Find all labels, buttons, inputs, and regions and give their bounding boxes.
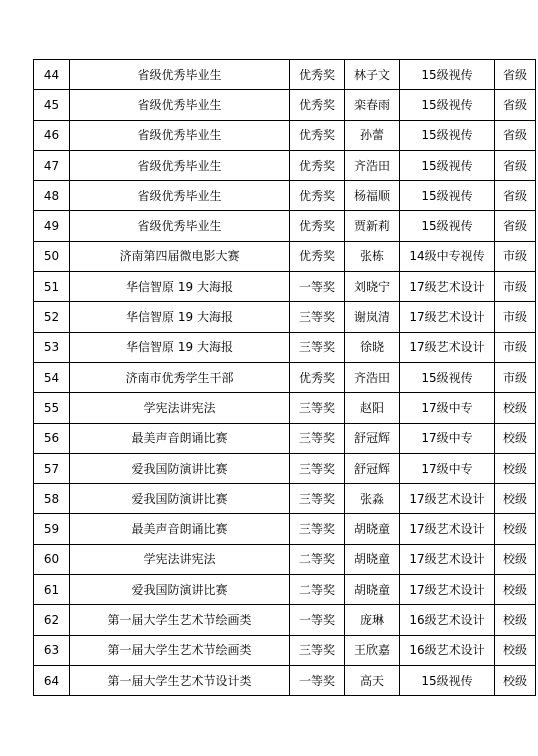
award-level: 校级 (495, 665, 536, 695)
award-name: 省级优秀毕业生 (70, 150, 290, 180)
award-name: 第一届大学生艺术节绘画类 (70, 635, 290, 665)
row-number: 63 (34, 635, 70, 665)
table-row (34, 332, 536, 362)
student-class: 17级艺术设计 (400, 332, 495, 362)
student-name: 孙蕾 (345, 120, 400, 150)
award-grade: 优秀奖 (290, 60, 345, 90)
award-grade: 三等奖 (290, 484, 345, 514)
awards-table (33, 59, 536, 696)
award-level: 校级 (495, 484, 536, 514)
award-name: 爱我国防演讲比赛 (70, 453, 290, 483)
student-class: 16级艺术设计 (400, 635, 495, 665)
awards-table-body (34, 60, 536, 696)
award-name: 爱我国防演讲比赛 (70, 575, 290, 605)
student-name: 张淼 (345, 484, 400, 514)
table-row (34, 453, 536, 483)
award-level: 市级 (495, 241, 536, 271)
student-class: 15级视传 (400, 665, 495, 695)
award-name: 学宪法讲宪法 (70, 544, 290, 574)
student-name: 张栋 (345, 241, 400, 271)
student-class: 17级艺术设计 (400, 575, 495, 605)
table-row (34, 575, 536, 605)
student-name: 高天 (345, 665, 400, 695)
award-grade: 二等奖 (290, 575, 345, 605)
student-class: 17级艺术设计 (400, 484, 495, 514)
award-grade: 优秀奖 (290, 211, 345, 241)
award-name: 省级优秀毕业生 (70, 90, 290, 120)
award-name: 最美声音朗诵比赛 (70, 423, 290, 453)
row-number: 64 (34, 665, 70, 695)
table-row (34, 605, 536, 635)
row-number: 58 (34, 484, 70, 514)
award-grade: 优秀奖 (290, 150, 345, 180)
award-level: 省级 (495, 150, 536, 180)
row-number: 61 (34, 575, 70, 605)
student-name: 贾新莉 (345, 211, 400, 241)
row-number: 46 (34, 120, 70, 150)
student-class: 15级视传 (400, 211, 495, 241)
row-number: 44 (34, 60, 70, 90)
table-row (34, 544, 536, 574)
table-row (34, 484, 536, 514)
student-name: 舒冠辉 (345, 453, 400, 483)
award-level: 校级 (495, 575, 536, 605)
award-name: 济南第四届微电影大赛 (70, 241, 290, 271)
student-class: 15级视传 (400, 60, 495, 90)
table-row (34, 362, 536, 392)
student-class: 15级视传 (400, 362, 495, 392)
award-level: 校级 (495, 514, 536, 544)
award-name: 省级优秀毕业生 (70, 120, 290, 150)
table-row (34, 272, 536, 302)
student-class: 16级艺术设计 (400, 605, 495, 635)
table-row (34, 514, 536, 544)
table-row (34, 90, 536, 120)
award-level: 校级 (495, 453, 536, 483)
student-class: 15级视传 (400, 150, 495, 180)
table-row (34, 241, 536, 271)
row-number: 49 (34, 211, 70, 241)
table-row (34, 181, 536, 211)
award-level: 省级 (495, 60, 536, 90)
table-row (34, 211, 536, 241)
student-class: 17级中专 (400, 453, 495, 483)
row-number: 48 (34, 181, 70, 211)
row-number: 53 (34, 332, 70, 362)
award-level: 省级 (495, 211, 536, 241)
student-name: 林子文 (345, 60, 400, 90)
student-name: 徐晓 (345, 332, 400, 362)
award-name: 爱我国防演讲比赛 (70, 484, 290, 514)
award-name: 省级优秀毕业生 (70, 60, 290, 90)
student-name: 庞琳 (345, 605, 400, 635)
award-level: 省级 (495, 120, 536, 150)
row-number: 47 (34, 150, 70, 180)
student-class: 17级艺术设计 (400, 272, 495, 302)
award-name: 华信智原 19 大海报 (70, 302, 290, 332)
student-class: 15级视传 (400, 181, 495, 211)
award-name: 第一届大学生艺术节绘画类 (70, 605, 290, 635)
student-class: 17级艺术设计 (400, 544, 495, 574)
award-level: 校级 (495, 605, 536, 635)
award-level: 市级 (495, 272, 536, 302)
student-name: 胡晓童 (345, 514, 400, 544)
student-name: 齐浩田 (345, 150, 400, 180)
award-grade: 三等奖 (290, 635, 345, 665)
table-row (34, 120, 536, 150)
award-name: 学宪法讲宪法 (70, 393, 290, 423)
student-class: 17级中专 (400, 393, 495, 423)
award-grade: 二等奖 (290, 544, 345, 574)
student-name: 杨福顺 (345, 181, 400, 211)
row-number: 50 (34, 241, 70, 271)
award-level: 省级 (495, 181, 536, 211)
award-grade: 一等奖 (290, 665, 345, 695)
student-class: 17级艺术设计 (400, 514, 495, 544)
award-grade: 优秀奖 (290, 90, 345, 120)
student-name: 胡晓童 (345, 544, 400, 574)
student-class: 15级视传 (400, 120, 495, 150)
award-grade: 三等奖 (290, 393, 345, 423)
row-number: 59 (34, 514, 70, 544)
award-grade: 三等奖 (290, 423, 345, 453)
award-level: 市级 (495, 302, 536, 332)
row-number: 54 (34, 362, 70, 392)
row-number: 55 (34, 393, 70, 423)
award-grade: 三等奖 (290, 453, 345, 483)
award-grade: 三等奖 (290, 302, 345, 332)
award-name: 最美声音朗诵比赛 (70, 514, 290, 544)
award-level: 省级 (495, 90, 536, 120)
student-name: 谢岚清 (345, 302, 400, 332)
award-name: 第一届大学生艺术节设计类 (70, 665, 290, 695)
student-name: 胡晓童 (345, 575, 400, 605)
row-number: 57 (34, 453, 70, 483)
table-row (34, 665, 536, 695)
table-row (34, 302, 536, 332)
student-name: 齐浩田 (345, 362, 400, 392)
row-number: 45 (34, 90, 70, 120)
award-name: 省级优秀毕业生 (70, 181, 290, 211)
student-class: 17级中专 (400, 423, 495, 453)
student-name: 赵阳 (345, 393, 400, 423)
award-level: 校级 (495, 544, 536, 574)
award-level: 市级 (495, 332, 536, 362)
award-name: 济南市优秀学生干部 (70, 362, 290, 392)
row-number: 52 (34, 302, 70, 332)
award-grade: 三等奖 (290, 514, 345, 544)
student-name: 栾春雨 (345, 90, 400, 120)
award-level: 校级 (495, 635, 536, 665)
award-grade: 优秀奖 (290, 241, 345, 271)
student-class: 15级视传 (400, 90, 495, 120)
award-grade: 三等奖 (290, 332, 345, 362)
student-name: 刘晓宁 (345, 272, 400, 302)
award-name: 华信智原 19 大海报 (70, 272, 290, 302)
award-level: 校级 (495, 423, 536, 453)
award-level: 市级 (495, 362, 536, 392)
student-name: 舒冠辉 (345, 423, 400, 453)
table-row (34, 393, 536, 423)
student-class: 14级中专视传 (400, 241, 495, 271)
award-name: 华信智原 19 大海报 (70, 332, 290, 362)
table-row (34, 635, 536, 665)
row-number: 51 (34, 272, 70, 302)
row-number: 56 (34, 423, 70, 453)
row-number: 62 (34, 605, 70, 635)
student-class: 17级艺术设计 (400, 302, 495, 332)
award-grade: 优秀奖 (290, 181, 345, 211)
student-name: 王欣嘉 (345, 635, 400, 665)
award-grade: 优秀奖 (290, 120, 345, 150)
award-name: 省级优秀毕业生 (70, 211, 290, 241)
award-grade: 一等奖 (290, 605, 345, 635)
row-number: 60 (34, 544, 70, 574)
table-row (34, 60, 536, 90)
award-grade: 一等奖 (290, 272, 345, 302)
table-row (34, 150, 536, 180)
award-grade: 优秀奖 (290, 362, 345, 392)
award-level: 校级 (495, 393, 536, 423)
table-row (34, 423, 536, 453)
